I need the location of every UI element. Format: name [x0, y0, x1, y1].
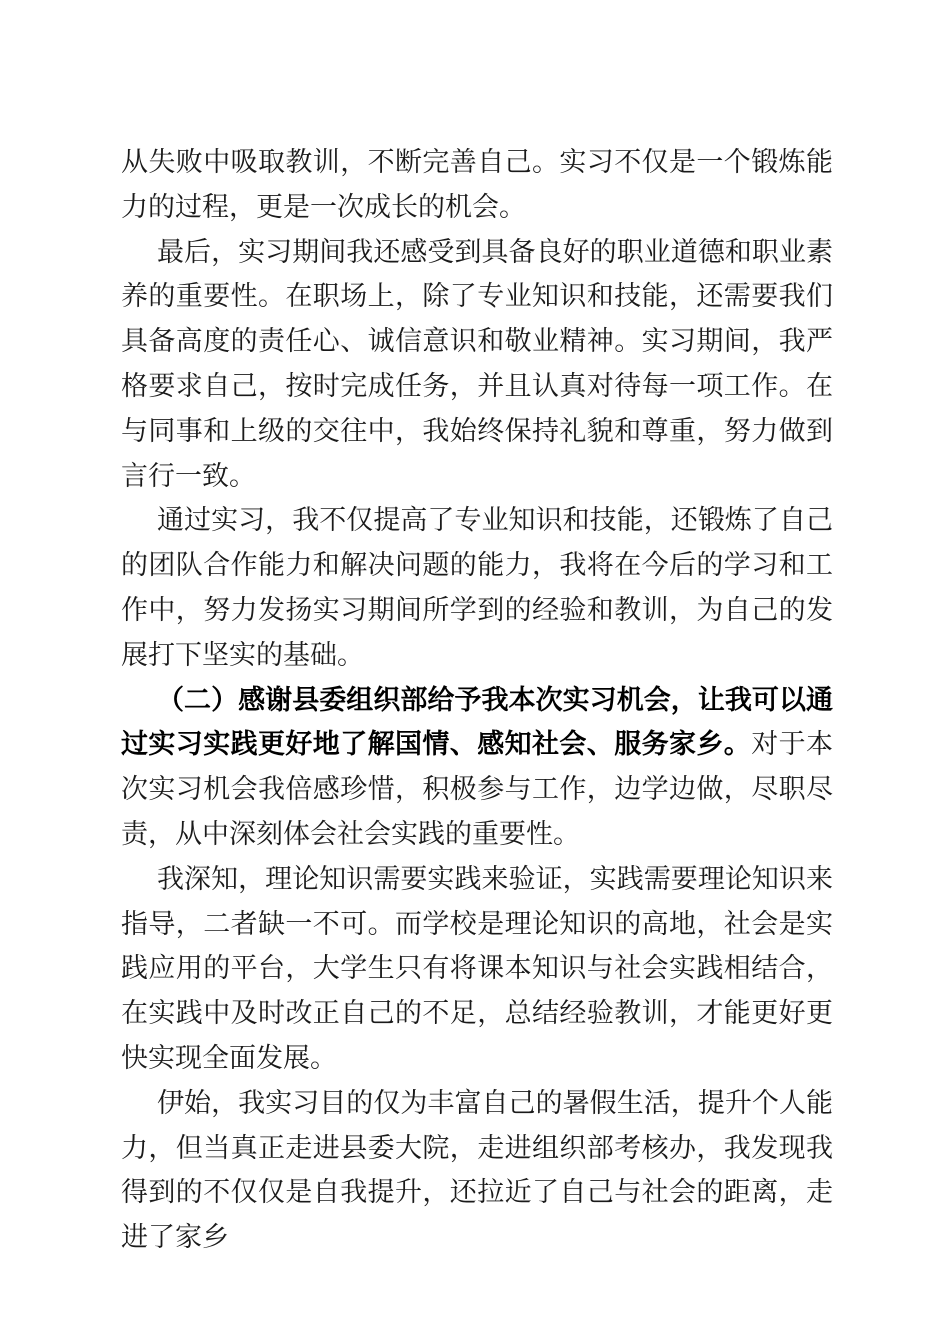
paragraph-6-text: 伊始，我实习目的仅为丰富自己的暑假生活，提升个人能力，但当真正走进县委大院，走进组织部考核办，我发现我得到的不仅仅是自我提升，还拉近了自己与社会的距离，走进了家乡 — [121, 1087, 833, 1254]
document-body — [121, 141, 833, 1261]
paragraph-4 — [121, 679, 833, 858]
paragraph-2-text: 最后，实习期间我还感受到具备良好的职业道德和职业素养的重要性。在职场上，除了专业知识和技能，还需要我们具备高度的责任心、诚信意识和敬业精神。实习期间，我严格要求自己，按时完成任务，并且认真对待每一项工作。在与同事和上级的交往中，我始终保持礼貌和尊重，努力做到言行一致。 — [121, 236, 833, 492]
paragraph-4-text: 对于本次实习机会我倍感珍惜，积极参与工作，边学边做，尽职尽责，从中深刻体会社会实践的重要性。 — [121, 729, 834, 850]
paragraph-5-text: 我深知，理论知识需要实践来验证，实践需要理论知识来指导，二者缺一不可。而学校是理论知识的高地，社会是实践应用的平台，大学生只有将课本知识与社会实践相结合，在实践中及时改正自己的不足，总结经验教训，才能更好更快实现全面发展。 — [121, 863, 833, 1074]
paragraph-1-text: 从失败中吸取教训，不断完善自己。实习不仅是一个锻炼能力的过程，更是一次成长的机会。 — [121, 147, 833, 223]
paragraph-1 — [121, 141, 833, 231]
paragraph-3-text: 通过实习，我不仅提高了专业知识和技能，还锻炼了自己的团队合作能力和解决问题的能力，我将在今后的学习和工作中，努力发扬实习期间所学到的经验和教训，为自己的发展打下坚实的基础。 — [121, 505, 833, 671]
paragraph-5 — [121, 858, 833, 1082]
paragraph-6 — [121, 1082, 833, 1261]
section-heading-2: （二）感谢县委组织部给予我本次实习机会，让我可以通过实习实践更好地了解国情、感知社会、服务家乡。 — [121, 684, 833, 761]
paragraph-3 — [121, 499, 833, 678]
paragraph-2 — [121, 231, 833, 500]
